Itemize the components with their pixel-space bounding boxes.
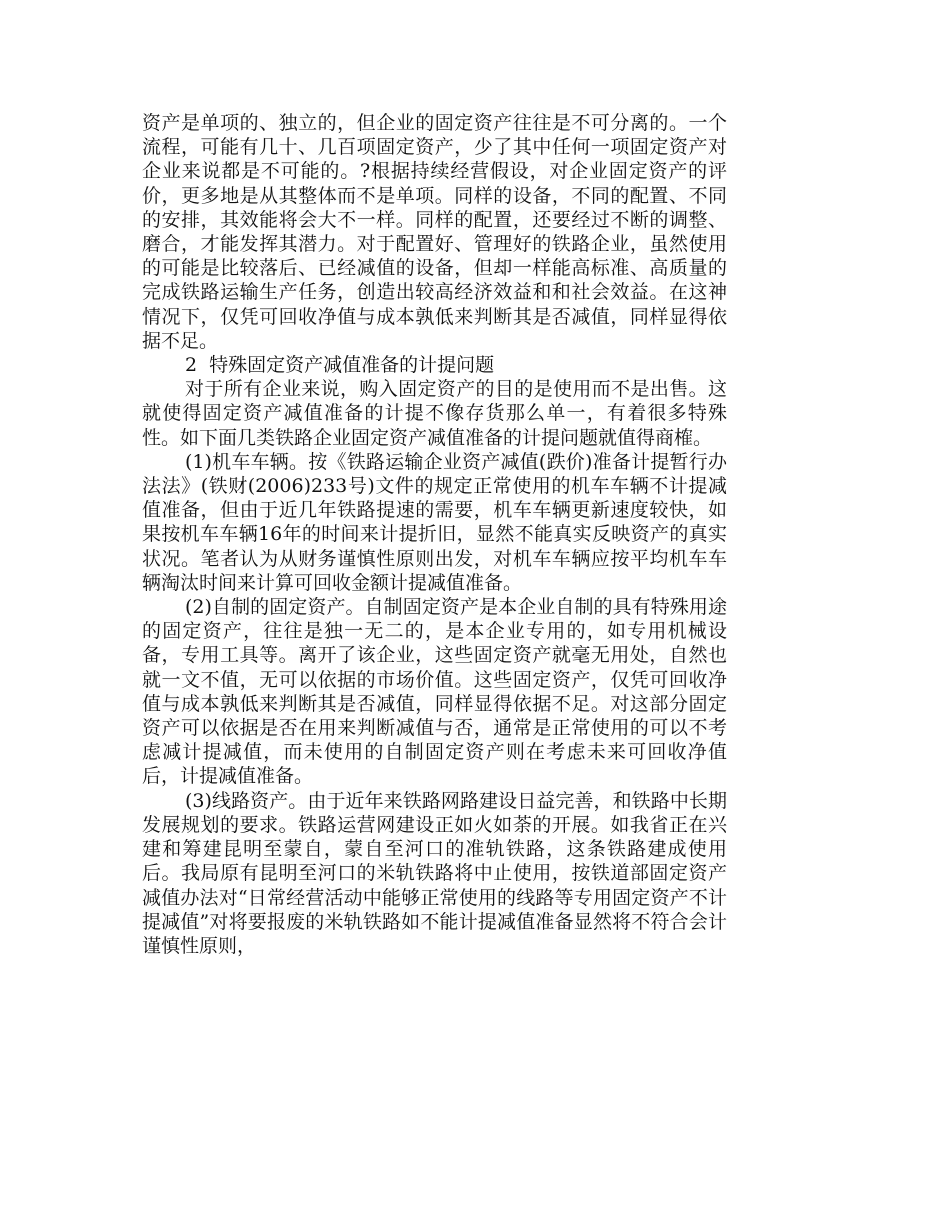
paragraph-4: (2)自制的固定资产。自制固定资产是本企业自制的具有特殊用途的固定资产，往往是独一无二的，是本企业专用的，如专用机械设备，专用工具等。离开了该企业，这些固定资产就毫无用处，自然也就一文不值，无可以依据的市场价值。这些固定资产，仅凭可回收净值与成本孰低来判断其是否减值，同样显得依据不足。对这部分固定资产可以依据是否在用来判断减值与否，通常是正常使用的可以不考虑减计提减值，而未使用的自制固定资产则在考虑未来可回收净值后，计提减值准备。 xyxy=(142,596,727,788)
paragraph-5: (3)线路资产。由于近年来铁路网路建设日益完善，和铁路中长期发展规划的要求。铁路运营网建设正如火如荼的开展。如我省正在兴建和筹建昆明至蒙自，蒙自至河口的准轨铁路，这条铁路建成使用后。我局原有昆明至河口的米轨铁路将中止使用，按铁道部固定资产减值办法对“日常经营活动中能够正常使用的线路等专用固定资产不计提减值”对将要报废的米轨铁路如不能计提减值准备显然将不符合会计谨慎性原则， xyxy=(142,789,727,957)
paragraph-1: 资产是单项的、独立的，但企业的固定资产往往是不可分离的。一个流程，可能有几十、几百项固定资产，少了其中任何一项固定资产对企业来说都是不可能的。?根据持续经营假设，对企业固定资产的评价，更多地是从其整体而不是单项。同样的设备，不同的配置、不同的安排，其效能将会大不一样。同样的配置，还要经过不断的调整、磨合，才能发挥其潜力。对于配置好、管理好的铁路企业，虽然使用的可能是比较落后、已经减值的设备，但却一样能高标准、高质量的完成铁路运输生产任务，创造出较高经济效益和和社会效益。在这神情况下，仅凭可回收净值与成本孰低来判断其是否减值，同样显得依据不足。 xyxy=(142,112,727,352)
paragraph-2: 对于所有企业来说，购入固定资产的目的是使用而不是出售。这就使得固定资产减值准备的计提不像存货那么单一，有着很多特殊性。如下面几类铁路企业固定资产减值准备的计提问题就值得商榷。 xyxy=(142,378,727,449)
paragraph-3: (1)机车车辆。按《铁路运输企业资产减值(跌价)准备计提暂行办法法》(铁财(2006)233号)文件的规定正常使用的机车车辆不计提减值准备，但由于近几年铁路提速的需要，机车车辆更新速度较快，如果按机车车辆16年的时间来计提折旧，显然不能真实反映资产的真实状况。笔者认为从财务谨慎性原则出发，对机车车辆应按平均机车车辆淘汰时间来计算可回收金额计提减值准备。 xyxy=(142,450,727,594)
document-body xyxy=(142,111,727,958)
section-heading: 2 特殊固定资产减值准备的计提问题 xyxy=(185,354,495,377)
